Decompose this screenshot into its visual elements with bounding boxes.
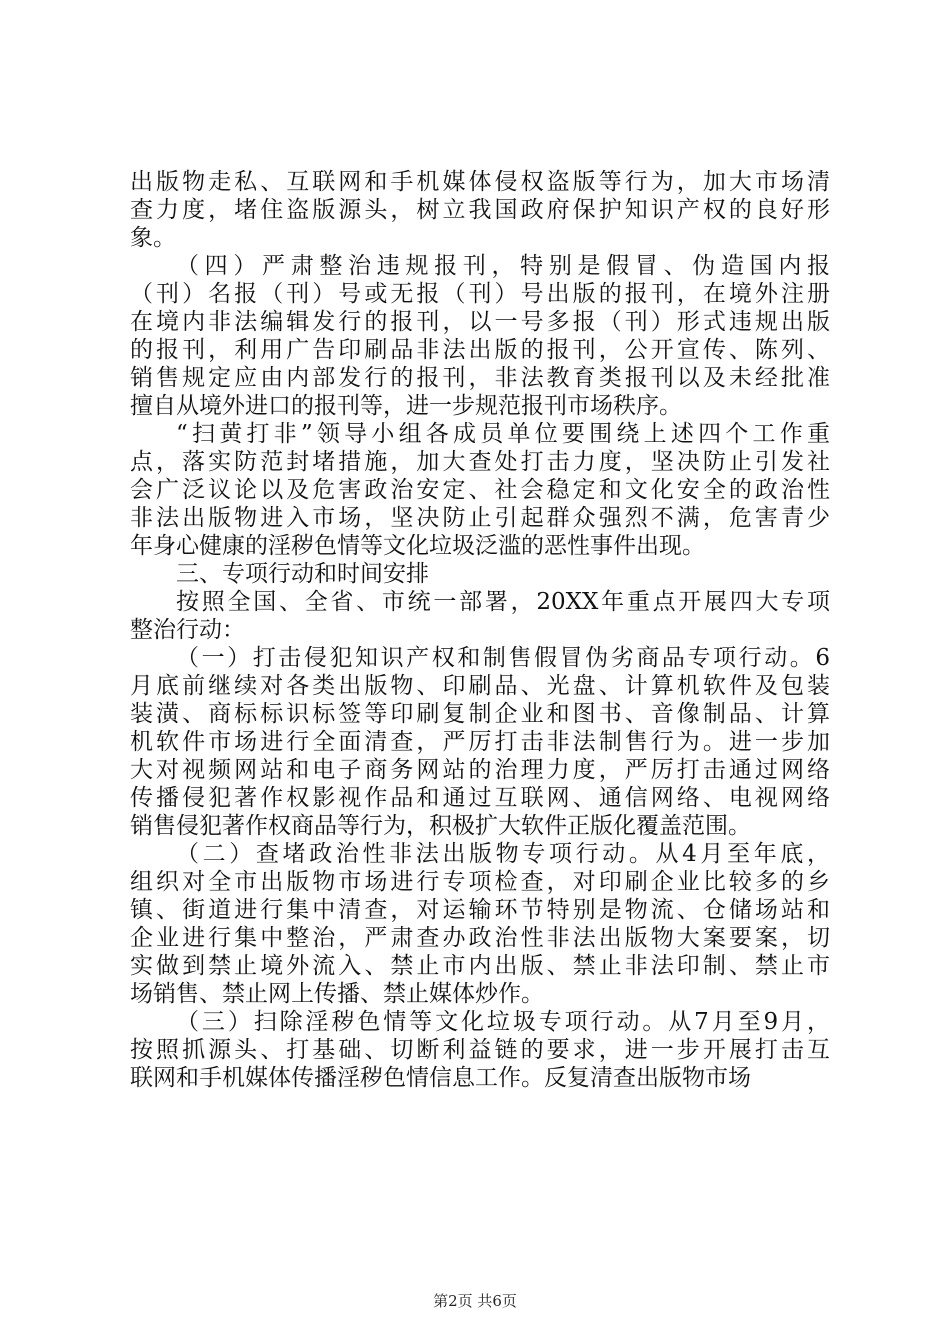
- document-body: [130, 168, 830, 1092]
- text-line: 组织对全市出版物市场进行专项检查，对印刷企业比较多的乡: [130, 869, 830, 895]
- text-line: 按照全国、全省、市统一部署，20XX年重点开展四大专项: [176, 589, 830, 615]
- paragraph-action-1: [130, 644, 830, 840]
- text-line: 在境内非法编辑发行的报刊，以一号多报（刊）形式违规出版: [130, 309, 830, 335]
- text-line: （四）严肃整治违规报刊，特别是假冒、伪造国内报: [176, 253, 830, 279]
- text-line: （刊）名报（刊）号或无报（刊）号出版的报刊，在境外注册: [130, 281, 830, 307]
- text-line: 象。: [130, 225, 176, 251]
- text-line: 擅自从境外进口的报刊等，进一步规范报刊市场秩序。: [130, 393, 682, 419]
- text-line: 年身心健康的淫秽色情等文化垃圾泛滥的恶性事件出现。: [130, 533, 705, 559]
- text-line: 大对视频网站和电子商务网站的治理力度，严厉打击通过网络: [130, 757, 830, 783]
- paragraph-item-4: [130, 252, 830, 420]
- text-line: 点，落实防范封堵措施，加大查处打击力度，坚决防止引发社: [130, 449, 830, 475]
- text-line: 传播侵犯著作权影视作品和通过互联网、通信网络、电视网络: [130, 785, 830, 811]
- text-line: “扫黄打非”领导小组各成员单位要围绕上述四个工作重: [176, 421, 830, 447]
- text-line: 装潢、商标标识标签等印刷复制企业和图书、音像制品、计算: [130, 701, 830, 727]
- text-line: （一）打击侵犯知识产权和制售假冒伪劣商品专项行动。6: [176, 645, 830, 671]
- paragraph-action-2: [130, 840, 830, 1008]
- text-line: 出版物走私、互联网和手机媒体侵权盗版等行为，加大市场清: [130, 169, 830, 195]
- paragraph-deployment: [130, 588, 830, 644]
- text-line: 销售规定应由内部发行的报刊，非法教育类报刊以及未经批准: [130, 365, 830, 391]
- text-line: 销售侵犯著作权商品等行为，积极扩大软件正版化覆盖范围。: [130, 813, 751, 839]
- text-line: （二）查堵政治性非法出版物专项行动。从4月至年底，: [176, 841, 830, 867]
- text-line: 企业进行集中整治，严肃查办政治性非法出版物大案要案，切: [130, 925, 830, 951]
- text-line: 按照抓源头、打基础、切断利益链的要求，进一步开展打击互: [130, 1037, 830, 1063]
- paragraph-action-3: [130, 1008, 830, 1092]
- text-line: 联网和手机媒体传播淫秽色情信息工作。反复清查出版物市场: [130, 1065, 751, 1091]
- paragraph-continuation: [130, 168, 830, 252]
- text-line: 整治行动：: [130, 617, 245, 643]
- text-line: 的报刊，利用广告印刷品非法出版的报刊，公开宣传、陈列、: [130, 337, 830, 363]
- text-line: （三）扫除淫秽色情等文化垃圾专项行动。从7月至9月，: [176, 1009, 830, 1035]
- page-footer: 第2页 共6页: [433, 1292, 517, 1310]
- text-line: 场销售、禁止网上传播、禁止媒体炒作。: [130, 981, 544, 1007]
- text-line: 镇、街道进行集中清查，对运输环节特别是物流、仓储场站和: [130, 897, 830, 923]
- text-line: 月底前继续对各类出版物、印刷品、光盘、计算机软件及包装: [130, 673, 830, 699]
- text-line: 查力度，堵住盗版源头，树立我国政府保护知识产权的良好形: [130, 197, 830, 223]
- paragraph-leading-group: [130, 420, 830, 560]
- text-line: 会广泛议论以及危害政治安定、社会稳定和文化安全的政治性: [130, 477, 830, 503]
- text-line: 机软件市场进行全面清查，严厉打击非法制售行为。进一步加: [130, 729, 830, 755]
- text-line: 三、专项行动和时间安排: [176, 561, 429, 587]
- section-heading-3: [130, 560, 830, 588]
- text-line: 非法出版物进入市场，坚决防止引起群众强烈不满，危害青少: [130, 505, 830, 531]
- text-line: 实做到禁止境外流入、禁止市内出版、禁止非法印制、禁止市: [130, 953, 830, 979]
